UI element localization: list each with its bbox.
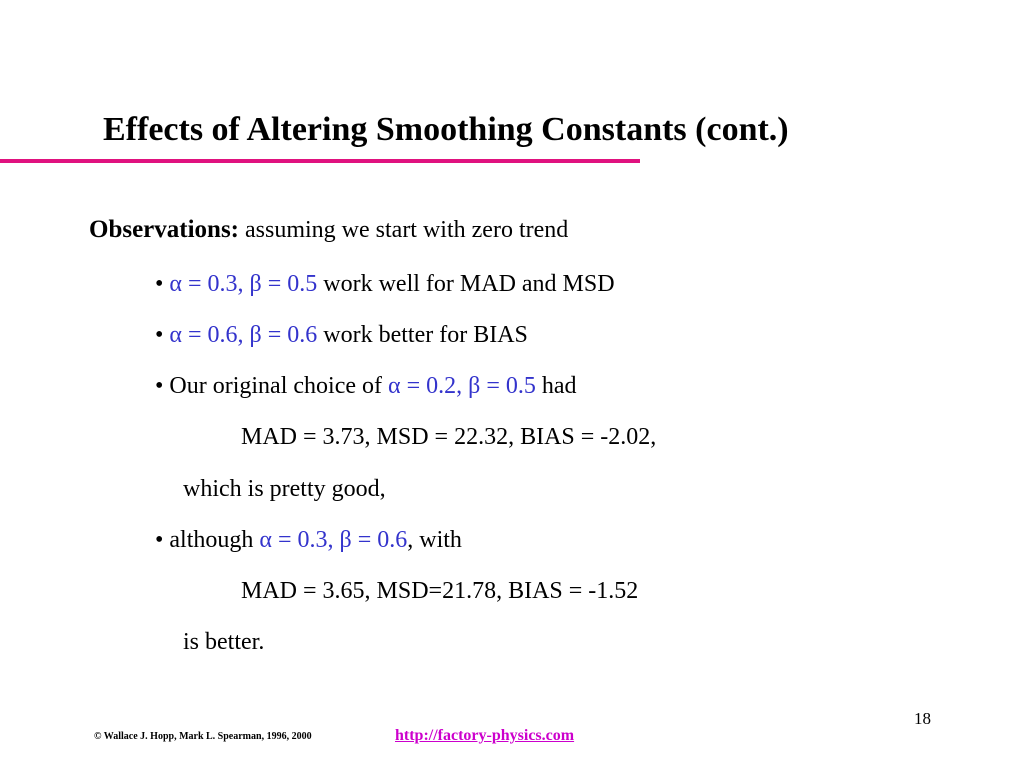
observations-line <box>89 213 568 247</box>
bullet-3 <box>155 370 577 402</box>
alt-results: MAD = 3.65, MSD=21.78, BIAS = -1.52 <box>241 578 639 604</box>
slide-title: Effects of Altering Smoothing Constants (cont.) <box>103 111 789 148</box>
bullet-1 <box>155 268 615 300</box>
bullet-4-params: α = 0.3, β = 0.6 <box>259 527 408 553</box>
bullet-1-params: α = 0.3, β = 0.5 <box>169 271 318 297</box>
copyright-notice: © Wallace J. Hopp, Mark L. Spearman, 1996, 2000 <box>94 731 312 742</box>
bullet-2-params: α = 0.6, β = 0.6 <box>169 322 318 348</box>
bullet-2-text: work better for BIAS <box>317 322 528 348</box>
alt-comment: is better. <box>183 629 265 655</box>
bullet-4 <box>155 524 462 556</box>
bullet-marker: • <box>155 271 170 297</box>
bullet-4-suffix: , with <box>407 527 462 553</box>
observations-text: assuming we start with zero trend <box>239 217 569 243</box>
bullet-3-text: had <box>535 373 577 399</box>
bullet-3-prefix: • Our original choice of <box>155 373 388 399</box>
bullet-1-text: work well for MAD and MSD <box>317 271 615 297</box>
title-divider <box>0 159 640 163</box>
footer-link[interactable]: http://factory-physics.com <box>395 727 575 744</box>
bullet-4-prefix: • although <box>155 527 260 553</box>
observations-label: Observations: <box>89 216 239 243</box>
original-comment: which is pretty good, <box>183 476 386 502</box>
bullet-3-params: α = 0.2, β = 0.5 <box>388 373 536 399</box>
bullet-2 <box>155 319 528 351</box>
bullet-marker: • <box>155 322 170 348</box>
page-number: 18 <box>914 709 931 728</box>
original-results: MAD = 3.73, MSD = 22.32, BIAS = -2.02, <box>241 424 657 450</box>
